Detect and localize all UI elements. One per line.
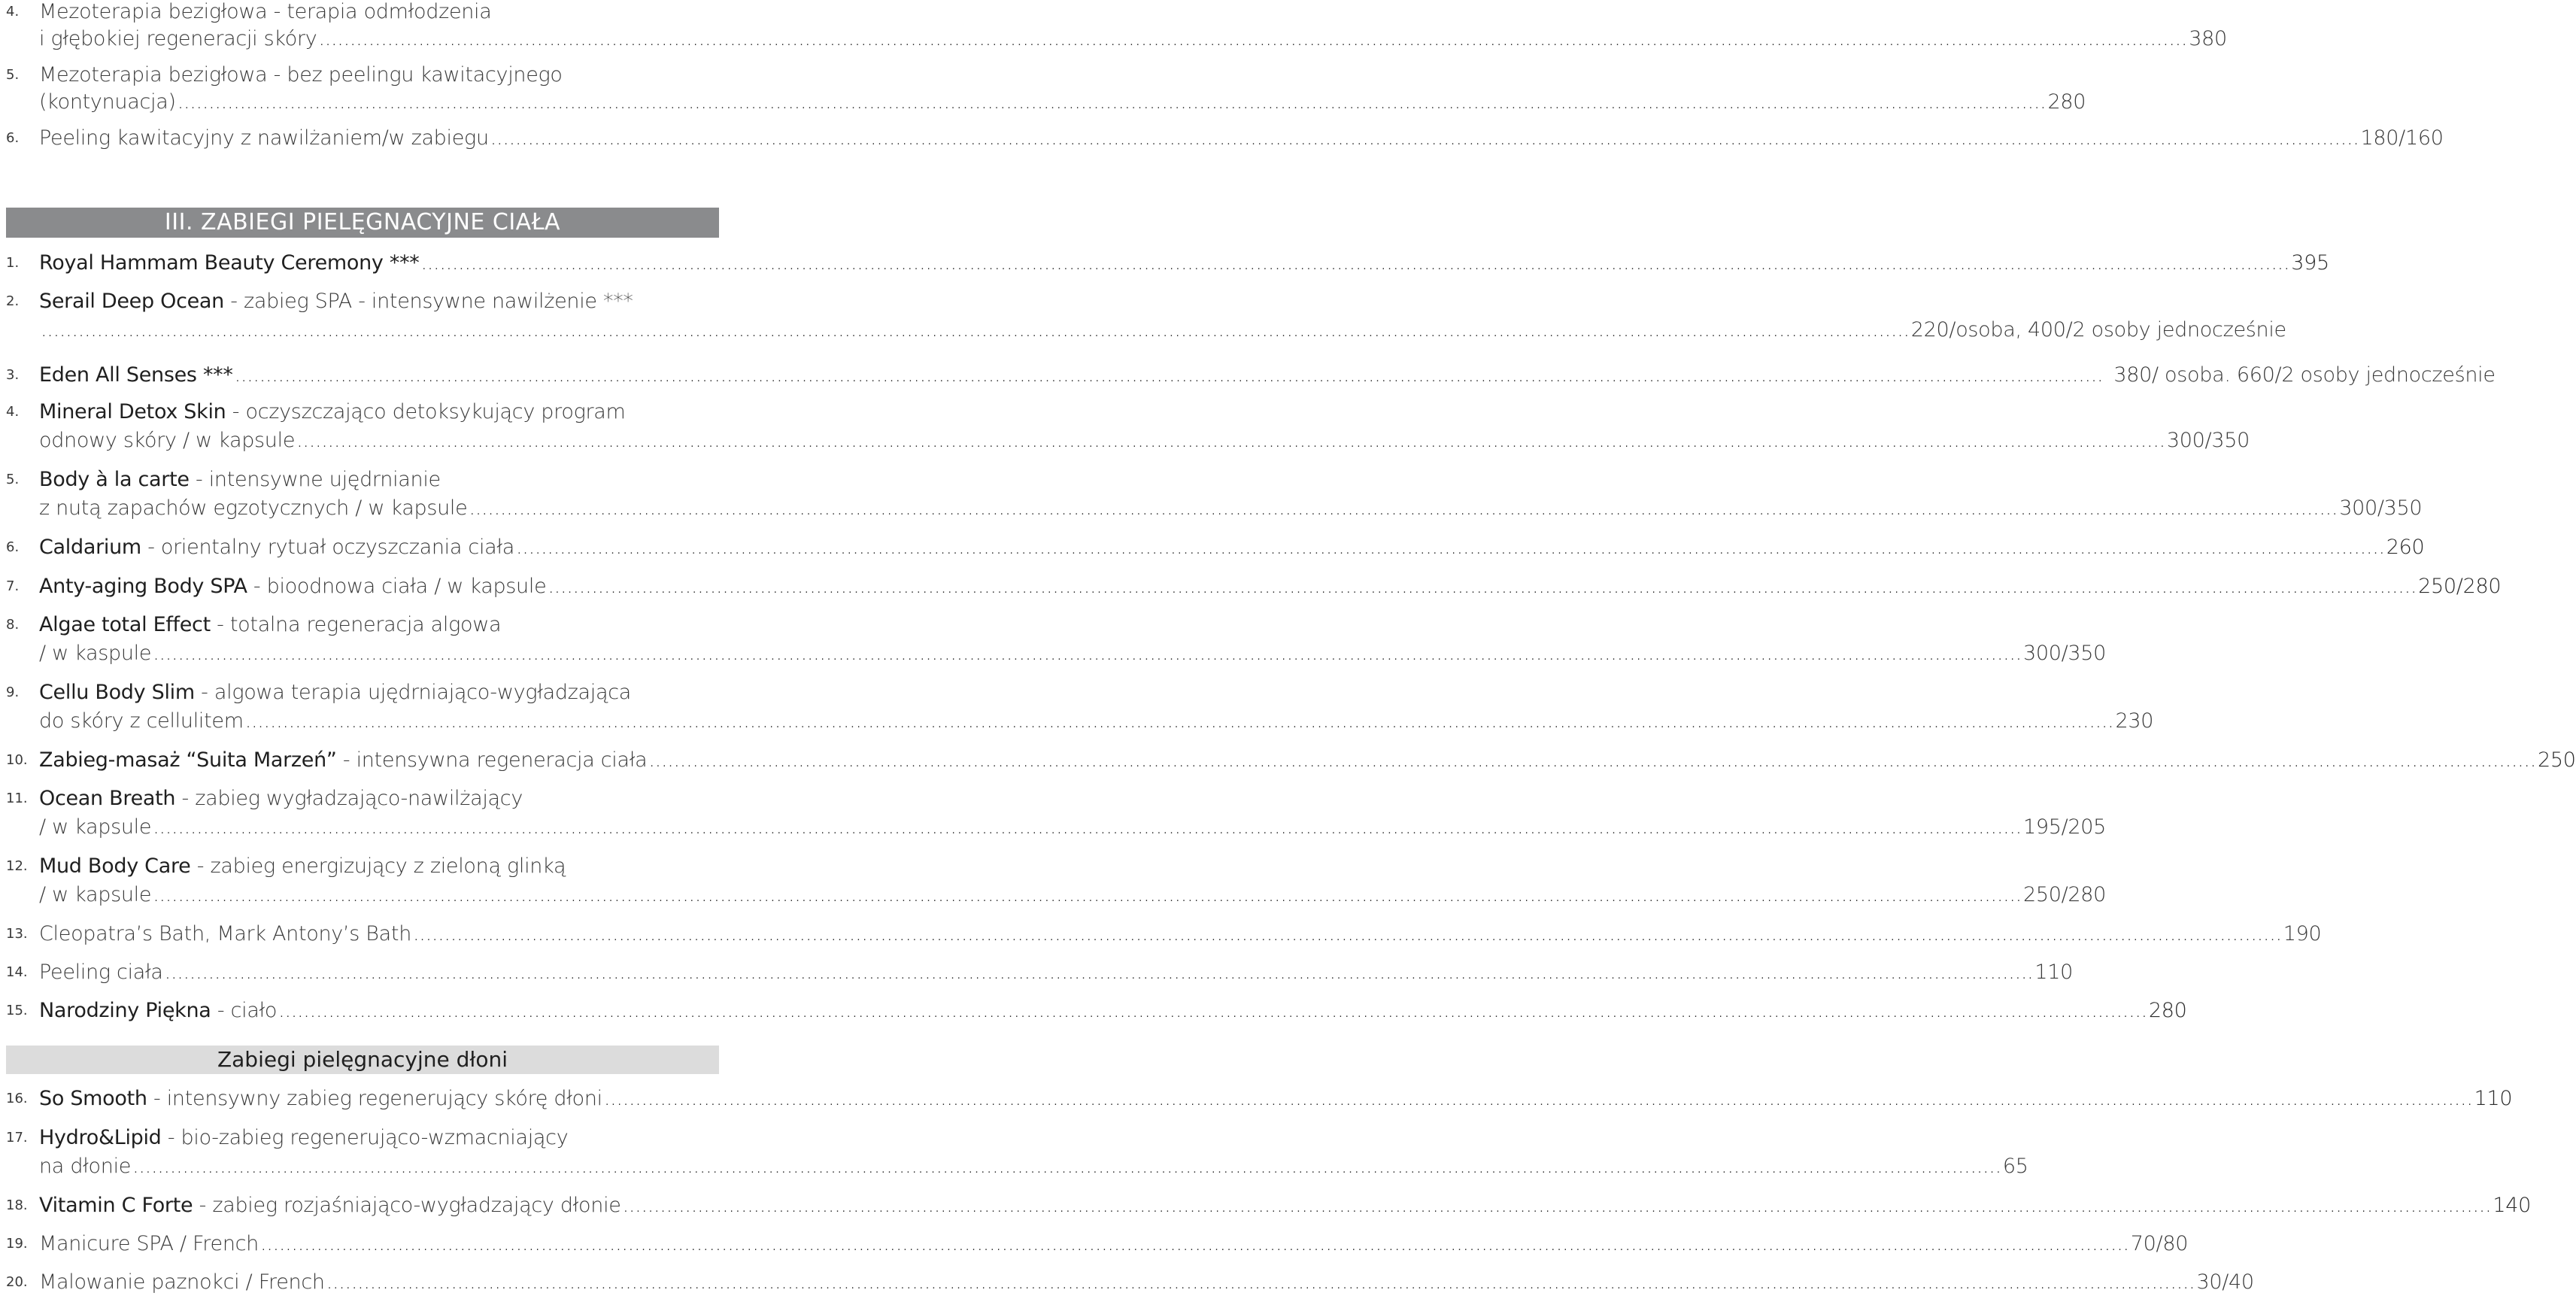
- item-price: 250/280: [2418, 575, 2502, 598]
- item-line: / w kapsule ..... 195/205: [39, 817, 716, 837]
- item-name: Royal Hammam Beauty Ceremony ***: [39, 251, 420, 275]
- leader-dots: [469, 498, 2338, 518]
- item-number: 7.: [6, 578, 20, 594]
- item-price: 300/350: [2339, 496, 2423, 520]
- leader-dots: [278, 1000, 2147, 1021]
- item-line: [39, 1087, 2513, 1110]
- item-line: [39, 922, 2322, 945]
- item-name: Hydro&Lipid: [39, 1126, 162, 1149]
- item-price: 380/ osoba. 660/2 osoby jednocześnie: [2113, 363, 2496, 387]
- leader-dots: [516, 537, 2385, 557]
- item-line: do skóry z cellulitem ..... 230: [39, 711, 716, 731]
- item-name: Mineral Detox Skin: [39, 400, 226, 423]
- subsection-title: Zabiegi pielęgnacyjne dłoni: [6, 1046, 719, 1074]
- item-name: Eden All Senses ***: [39, 363, 233, 387]
- item-name: Peeling ciała: [39, 961, 163, 984]
- item-price: 260: [2386, 536, 2425, 559]
- item-line: [39, 1232, 2189, 1255]
- leader-dots: [132, 1156, 2001, 1176]
- item-line: [39, 318, 2286, 341]
- item-number: 2.: [6, 293, 20, 309]
- item-line: Mezoterapia bezigłowa - terapia odmłodzenia: [39, 0, 492, 23]
- item-price: 70/80: [2130, 1232, 2189, 1255]
- item-name: Mud Body Care: [39, 854, 191, 878]
- item-description: - algowa terapia ujędrniająco-wygładzająca: [194, 681, 632, 704]
- item-description: - totalna regeneracja algowa: [210, 613, 502, 636]
- item-line: [39, 1194, 2531, 1217]
- item-price: 300/350: [2166, 429, 2250, 452]
- item-number: 5.: [6, 67, 20, 83]
- leader-dots: [296, 430, 2165, 451]
- item-number: 6.: [6, 130, 20, 146]
- item-line: [39, 682, 716, 703]
- item-name: Cleopatra’s Bath, Mark Antony’s Bath: [39, 922, 412, 945]
- item-price: 250: [2538, 748, 2576, 772]
- item-number: 19.: [6, 1236, 28, 1252]
- item-line: [39, 363, 2496, 387]
- item-name: Caldarium: [39, 536, 141, 559]
- item-name: Algae total Effect: [39, 613, 211, 636]
- item-description: - zabieg rozjaśniająco-wygładzający dłonie: [193, 1194, 621, 1217]
- section-title: III. ZABIEGI PIELĘGNACYJNE CIAŁA: [6, 208, 719, 238]
- item-number: 17.: [6, 1130, 28, 1146]
- item-number: 5.: [6, 472, 20, 487]
- item-description: - ciało: [211, 999, 278, 1022]
- item-description: - intensywne ujędrnianie: [189, 468, 441, 491]
- item-line: [39, 1270, 2254, 1294]
- item-number: 12.: [6, 858, 28, 874]
- item-line: [39, 536, 2425, 559]
- item-line: / w kaspule ..... 300/350: [39, 643, 716, 663]
- item-price: 250/280: [2022, 883, 2107, 906]
- item-name: Malowanie paznokci / French: [39, 1270, 325, 1294]
- item-name: Ocean Breath: [39, 787, 176, 810]
- item-price: 65: [2002, 1155, 2028, 1178]
- leader-dots: [245, 711, 2114, 731]
- item-price: 30/40: [2196, 1270, 2254, 1294]
- item-line: [39, 469, 716, 490]
- leader-dots: [153, 885, 2022, 905]
- item-line: i głębokiej regeneracji skóry ..... 380: [39, 29, 716, 49]
- item-number: 16.: [6, 1091, 28, 1106]
- item-line: / w kapsule ..... 250/280: [39, 885, 716, 905]
- item-description: - oczyszczająco detoksykujący program: [226, 400, 626, 423]
- item-number: 13.: [6, 926, 28, 942]
- leader-dots: [548, 576, 2417, 596]
- leader-dots: [153, 817, 2022, 837]
- item-price: 395: [2291, 251, 2329, 275]
- item-description: - zabieg energizujący z zieloną glinką: [190, 854, 566, 878]
- item-line: [39, 251, 2329, 275]
- item-line: [39, 856, 716, 876]
- item-line: Mezoterapia bezigłowa - bez peelingu kawitacyjnego: [39, 63, 563, 86]
- item-price: 110: [2034, 961, 2074, 984]
- item-line: odnowy skóry / w kapsule ..... 300/350: [39, 430, 716, 451]
- item-price: 195/205: [2022, 815, 2107, 839]
- leader-dots: [413, 924, 2282, 944]
- item-number: 15.: [6, 1003, 28, 1018]
- item-line: [39, 1127, 716, 1148]
- item-number: 18.: [6, 1197, 28, 1213]
- item-number: 20.: [6, 1274, 28, 1290]
- item-line: [39, 788, 716, 809]
- leader-dots: [326, 1272, 2195, 1292]
- item-name: Manicure SPA / French: [39, 1232, 259, 1255]
- item-description: - intensywna regeneracja ciała: [336, 748, 648, 772]
- item-name: Serail Deep Ocean: [39, 290, 224, 313]
- item-line: Peeling kawitacyjny z nawilżaniem/w zabiegu ..... 180/160: [39, 128, 716, 148]
- leader-dots: [420, 253, 2289, 273]
- item-price: 190: [2283, 922, 2322, 945]
- leader-dots: [177, 92, 2047, 112]
- item-line: [39, 402, 716, 422]
- item-number: 4.: [6, 404, 20, 420]
- item-line: na dłonie ..... 65: [39, 1156, 716, 1176]
- item-price: 300/350: [2022, 642, 2107, 665]
- item-description: - orientalny rytuał oczyszczania ciała: [141, 536, 515, 559]
- item-line: (kontynuacja) ..... 280: [39, 92, 716, 112]
- item-line: [39, 748, 2576, 772]
- item-name: Body à la carte: [39, 468, 190, 491]
- item-description: - intensywny zabieg regenerujący skórę dłoni: [147, 1087, 602, 1110]
- leader-dots: [41, 320, 1910, 340]
- item-price: 140: [2493, 1194, 2531, 1217]
- item-name: Zabieg-masaż “Suita Marzeń”: [39, 748, 337, 772]
- item-number: 3.: [6, 367, 20, 383]
- item-description: - bioodnowa ciała / w kapsule: [247, 575, 547, 598]
- item-line: [39, 615, 716, 635]
- item-number: 14.: [6, 964, 28, 980]
- item-line: [39, 291, 716, 311]
- leader-dots: [260, 1234, 2129, 1254]
- item-line: [39, 999, 2187, 1022]
- item-description: - zabieg wygładzająco-nawilżający: [175, 787, 523, 810]
- item-name: Cellu Body Slim: [39, 681, 195, 704]
- item-price: 280: [2047, 90, 2086, 114]
- item-line: [39, 961, 2074, 984]
- leader-dots: [490, 128, 2359, 148]
- item-price: 220/osoba, 400/2 osoby jednocześnie: [1910, 318, 2286, 341]
- leader-dots: [623, 1195, 2492, 1216]
- item-description: - zabieg SPA - intensywne nawilżenie ***: [223, 290, 633, 313]
- item-price: 180/160: [2360, 126, 2444, 150]
- item-price: 380: [2189, 27, 2227, 50]
- item-name: Anty-aging Body SPA: [39, 575, 247, 598]
- item-number: 4.: [6, 4, 20, 20]
- leader-dots: [165, 962, 2034, 982]
- item-price: 110: [2474, 1087, 2513, 1110]
- item-name: Narodziny Piękna: [39, 999, 211, 1022]
- item-number: 9.: [6, 684, 20, 700]
- item-number: 8.: [6, 617, 20, 633]
- leader-dots: [318, 29, 2187, 49]
- leader-dots: ..... ...: [648, 750, 2536, 770]
- item-line: [39, 575, 2502, 598]
- item-name: So Smooth: [39, 1087, 147, 1110]
- item-number: 11.: [6, 791, 28, 806]
- item-number: 1.: [6, 255, 20, 271]
- item-name: Vitamin C Forte: [39, 1194, 193, 1217]
- item-price: 230: [2115, 709, 2154, 733]
- leader-dots: [235, 365, 2104, 385]
- item-line: z nutą zapachów egzotycznych / w kapsule ..... 300/350: [39, 498, 716, 518]
- item-number: 6.: [6, 539, 20, 555]
- leader-dots: [153, 643, 2022, 663]
- leader-dots: [604, 1088, 2473, 1109]
- item-number: 10.: [6, 752, 28, 768]
- item-description: - bio-zabieg regenerująco-wzmacniający: [161, 1126, 569, 1149]
- item-price: 280: [2148, 999, 2187, 1022]
